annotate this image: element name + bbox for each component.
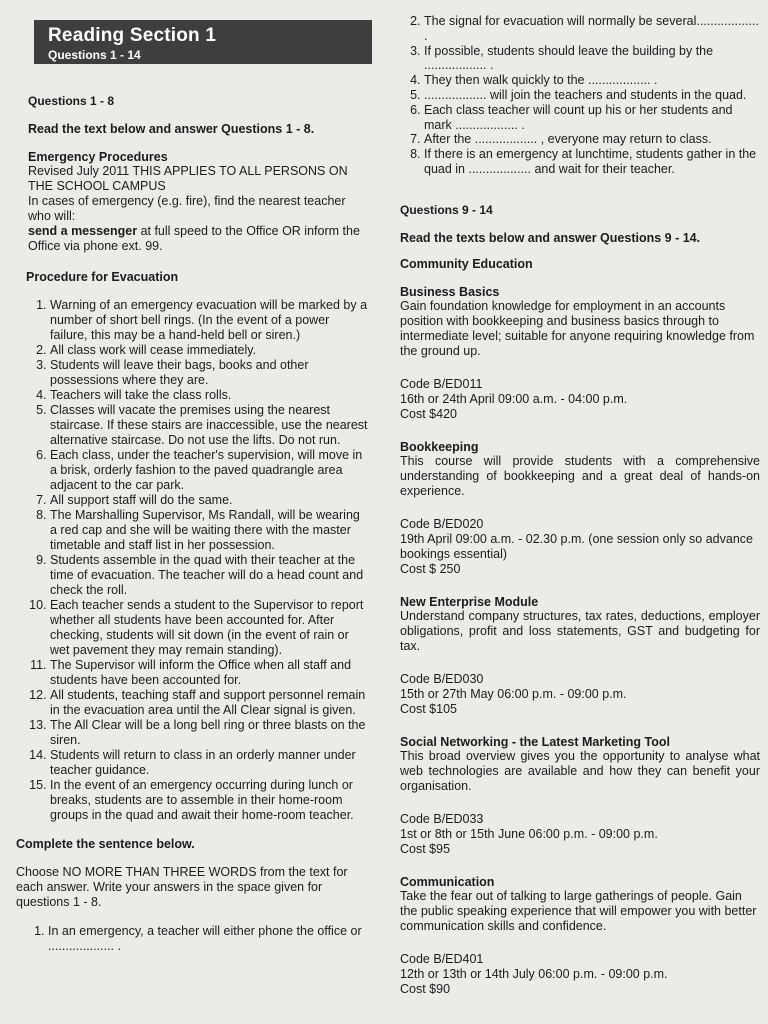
question-list-left	[14, 924, 370, 954]
procedure-item: 1. Warning of an emergency evacuation will be marked by a number of short bell rings. (In the event of a power failure, this may be a hand-held bell or siren.)	[50, 298, 370, 343]
procedure-item: 2. All class work will cease immediately.	[50, 343, 370, 358]
course-title: New Enterprise Module	[400, 594, 539, 609]
procedure-item: 5. Classes will vacate the premises using the nearest staircase. If these stairs are inaccessible, use the nearest alternative staircase. Do not use the lifts. Do not run.	[50, 403, 370, 448]
questions-9-14-heading: Questions 9 - 14	[400, 202, 493, 217]
course-dates: 19th April 09:00 a.m. - 02.30 p.m. (one session only so advance bookings essential)	[400, 531, 753, 561]
complete-heading: Complete the sentence below.	[16, 837, 195, 851]
course-new-enterprise	[400, 595, 760, 717]
course-social-networking	[400, 735, 760, 857]
notice-intro: In cases of emergency (e.g. fire), find the nearest teacher who will:	[28, 194, 346, 223]
course-code: Code B/ED011	[400, 376, 483, 391]
course-description: Understand company structures, tax rates, deductions, employer obligations, profit and loss statements, GST and budgeting for tax.	[400, 608, 760, 653]
question-list-right	[400, 14, 760, 177]
question-8: 8. If there is an emergency at lunchtime, students gather in the quad in .................. and wait for their teacher.	[424, 147, 760, 177]
left-column	[14, 20, 370, 954]
section-title: Reading Section 1	[48, 25, 217, 46]
course-cost: Cost $95	[400, 841, 451, 856]
question-4: 4. They then walk quickly to the .................. .	[424, 73, 760, 88]
instruction-1-8: Read the text below and answer Questions 1 - 8.	[28, 122, 315, 136]
course-code: Code B/ED030	[400, 671, 484, 686]
procedure-item: 7. All support staff will do the same.	[50, 493, 370, 508]
course-code: Code B/ED020	[400, 516, 484, 531]
procedure-list	[14, 298, 370, 823]
course-description: Gain foundation knowledge for employment in an accounts position with bookkeeping and business basics through to intermediate level; suitable for anyone requiring knowledge from the ground up.	[400, 298, 755, 358]
course-dates: 16th or 24th April 09:00 a.m. - 04:00 p.m.	[400, 391, 628, 406]
procedure-heading: Procedure for Evacuation	[26, 270, 179, 284]
question-7: 7. After the .................. , everyone may return to class.	[424, 132, 760, 147]
notice-title: Emergency Procedures	[28, 150, 168, 164]
right-column	[400, 14, 760, 997]
messenger-rest: at full speed to the Office OR inform the Office via phone ext. 99.	[28, 224, 360, 253]
course-dates: 1st or 8th or 15th June 06:00 p.m. - 09:00 p.m.	[400, 826, 658, 841]
section-subtitle: Questions 1 - 14	[48, 48, 141, 62]
procedure-item: 11. The Supervisor will inform the Office when all staff and students have been accounted for.	[50, 658, 370, 688]
course-cost: Cost $420	[400, 406, 457, 421]
procedure-item: 6. Each class, under the teacher's supervision, will move in a brisk, orderly fashion to the paved quadrangle area adjacent to the car park.	[50, 448, 370, 493]
question-3: 3. If possible, students should leave the building by the .................. .	[424, 44, 760, 74]
course-title: Communication	[400, 874, 495, 889]
course-bookkeeping	[400, 440, 760, 577]
course-cost: Cost $90	[400, 981, 451, 996]
procedure-item: 4. Teachers will take the class rolls.	[50, 388, 370, 403]
question-5: 5. .................. will join the teachers and students in the quad.	[424, 88, 760, 103]
course-title: Social Networking - the Latest Marketing Tool	[400, 734, 670, 749]
procedure-item: 3. Students will leave their bags, books and other possessions where they are.	[50, 358, 370, 388]
course-cost: Cost $ 250	[400, 561, 461, 576]
question-2: 2. The signal for evacuation will normally be several.................. .	[424, 14, 760, 44]
procedure-item: 8. The Marshalling Supervisor, Ms Randall, will be wearing a red cap and she will be waiting there with the master timetable and staff list in her possession.	[50, 508, 370, 553]
course-description: This course will provide students with a comprehensive understanding of bookkeeping and a great deal of hands-on experience.	[400, 453, 760, 498]
procedure-item: 13. The All Clear will be a long bell ring or three blasts on the siren.	[50, 718, 370, 748]
course-communication	[400, 875, 760, 997]
procedure-item: 10. Each teacher sends a student to the Supervisor to report whether all students have been accounted for. After checking, students will sit down (in the event of rain or wet pavement they may remain standing).	[50, 598, 370, 658]
course-code: Code B/ED401	[400, 951, 484, 966]
course-title: Business Basics	[400, 284, 500, 299]
section-banner	[34, 20, 372, 64]
question-6: 6. Each class teacher will count up his or her students and mark .................. .	[424, 103, 760, 133]
procedure-item: 9. Students assemble in the quad with their teacher at the time of evacuation. The teacher will do a head count and check the roll.	[50, 553, 370, 598]
emergency-notice	[28, 150, 370, 254]
course-dates: 12th or 13th or 14th July 06:00 p.m. - 09:00 p.m.	[400, 966, 668, 981]
course-description: Take the fear out of talking to large gatherings of people. Gain the public speaking experience that will empower you with better communication skills and confidence.	[400, 888, 757, 933]
messenger-bold: send a messenger	[28, 224, 138, 238]
course-code: Code B/ED033	[400, 811, 484, 826]
course-title: Bookkeeping	[400, 439, 479, 454]
complete-instruction: Choose NO MORE THAN THREE WORDS from the text for each answer. Write your answers in the space given for questions 1 - 8.	[16, 865, 348, 909]
course-cost: Cost $105	[400, 701, 457, 716]
procedure-item: 14. Students will return to class in an orderly manner under teacher guidance.	[50, 748, 370, 778]
course-description: This broad overview gives you the opportunity to analyse what web technologies are available and how they can benefit your organisation.	[400, 748, 760, 793]
questions-1-8-heading: Questions 1 - 8	[28, 94, 115, 108]
course-business-basics	[400, 285, 760, 422]
notice-revised-line: Revised July 2011 THIS APPLIES TO ALL PERSONS ON THE SCHOOL CAMPUS	[28, 164, 348, 193]
notice-messenger	[28, 224, 370, 254]
instruction-9-14: Read the texts below and answer Questions 9 - 14.	[400, 230, 701, 245]
community-education-title: Community Education	[400, 256, 533, 271]
question-1: 1. In an emergency, a teacher will either phone the office or ................... .	[48, 924, 370, 954]
procedure-item: 15. In the event of an emergency occurring during lunch or breaks, students are to assemble in their home-room groups in the quad and await their home-room teacher.	[50, 778, 370, 823]
procedure-item: 12. All students, teaching staff and support personnel remain in the evacuation area until the All Clear signal is given.	[50, 688, 370, 718]
course-dates: 15th or 27th May 06:00 p.m. - 09:00 p.m.	[400, 686, 627, 701]
